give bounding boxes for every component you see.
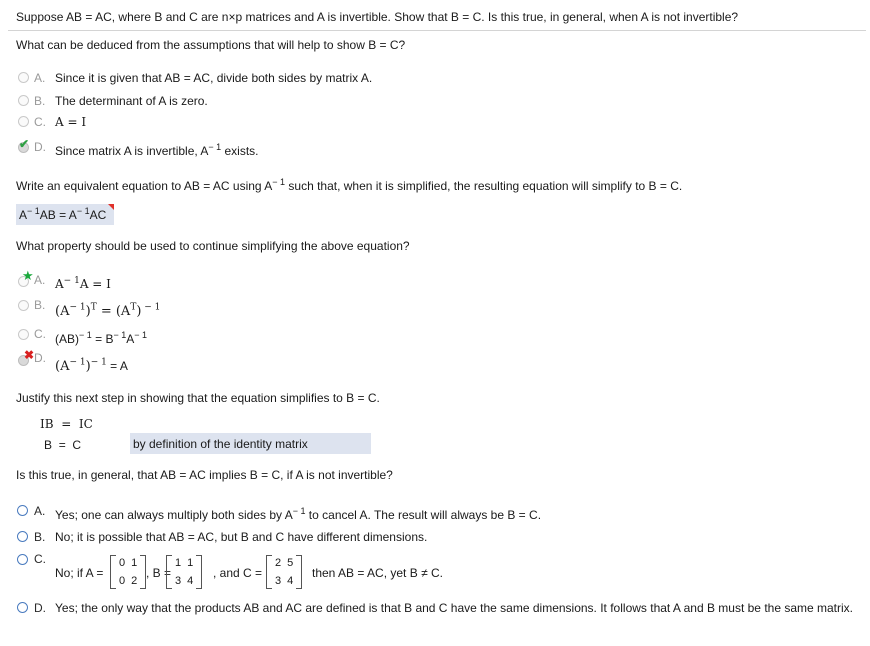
option-letter: C. [34,552,46,566]
option-text: Since it is given that AB = AC, divide both sides by matrix A. [55,71,373,85]
option-text: , and C = [213,566,263,580]
option-text: Yes; the only way that the products AB and AC are defined is that B and C have the same dimensions. It follows that A and B must be the same matrix. [55,601,854,615]
radio-button[interactable] [18,329,29,340]
option-letter: B. [34,298,46,312]
equation-line-1: IB = IC [40,417,93,431]
radio-button[interactable] [17,505,28,516]
option-letter: A. [34,273,46,287]
option-text: The determinant of A is zero. [55,94,208,108]
option-letter: C. [34,115,46,129]
radio-button[interactable] [17,554,28,565]
star-icon: ★ [22,268,34,283]
option-letter: D. [34,601,46,615]
part4-prompt: Justify this next step in showing that the equation simplifies to B = C. [16,391,380,405]
matrix-a: 0 1 0 2 [110,555,146,589]
option-letter: C. [34,327,46,341]
option-text: $(A^{- 1})^{- 1} = A$ [55,357,128,374]
option-letter: B. [34,94,46,108]
part3-prompt: What property should be used to continue simplifying the above equation? [16,239,410,253]
option-text: , B = [146,566,172,580]
option-letter: D. [34,351,46,365]
radio-button[interactable] [17,531,28,542]
option-text: $A^{- 1}A = I$ [55,276,111,291]
option-text: Yes; one can always multiply both sides by $A^{- 1}$ to cancel A. The result will always be B = C. [55,506,542,522]
header-divider [8,30,866,31]
question-prompt: Suppose AB = AC, where B and C are n×p matrices and A is invertible. Show that B = C. Is this true, in general, when A is not invertible? [16,10,739,24]
part5-prompt: Is this true, in general, that AB = AC implies B = C, if A is not invertible? [16,468,393,482]
radio-button[interactable] [17,602,28,613]
matrix-c: 2 5 3 4 [266,555,302,589]
flag-icon [108,204,114,210]
option-letter: D. [34,140,46,154]
equation-line-2: B = C [44,438,82,452]
option-text: No; it is possible that AB = AC, but B and C have different dimensions. [55,530,428,544]
option-text: then AB = AC, yet B ≠ C. [312,566,443,580]
option-text: A = I [55,115,87,129]
option-text: Since matrix A is invertible, $A^{- 1}$ exists. [55,142,259,158]
option-letter: A. [34,71,46,85]
option-letter: B. [34,530,46,544]
option-letter: A. [34,504,46,518]
check-icon: ✔ [19,137,30,151]
x-icon: ✖ [24,348,35,362]
option-text: $(AB)^{- 1} = B^{- 1}A^{- 1}$ [55,330,147,346]
radio-button[interactable] [18,300,29,311]
radio-button[interactable] [18,116,29,127]
option-text: $(A^{- 1})^T = (A^T)$ $^{- 1}$ [55,302,161,319]
part4-answer: by definition of the identity matrix [133,437,308,451]
part1-prompt: What can be deduced from the assumptions that will help to show B = C? [16,38,406,52]
matrix-b: 1 1 3 4 [166,555,202,589]
part2-prompt: Write an equivalent equation to AB = AC using $A^{- 1}$ such that, when it is simplified, the resulting equation will simplify to B = C. [16,177,683,193]
part2-answer: $A^{- 1}AB = A^{- 1}AC$ [19,206,107,222]
option-text: No; if A = [55,566,104,580]
radio-button[interactable] [18,95,29,106]
radio-button[interactable] [18,72,29,83]
